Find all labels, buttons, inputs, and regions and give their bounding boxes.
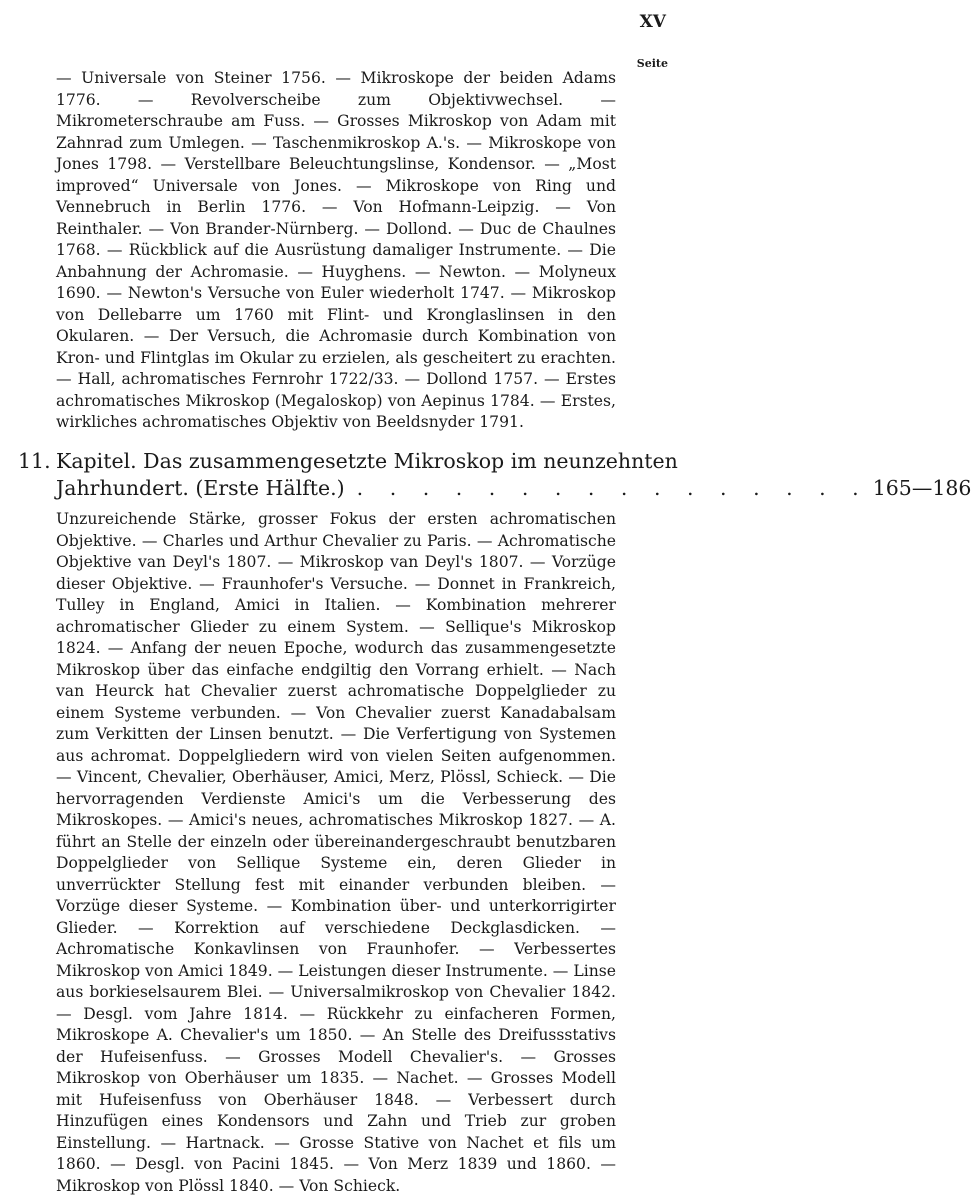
chapter-11-summary: Unzureichende Stärke, grosser Fokus der ersten achromatischen Objektive. — Charles und Arthur Chevalier zu Paris. — Achromatische Objektive van Deyl's 1807. — Mikroskop van Deyl's 1807. — Vorzüge dieser Objektive. — Fraunhofer's Versuche. — Donnet in Frankreich, Tulley in England, Amici in Italien. — Kombination mehrerer achromatischer Glieder zu einem System. — Sellique's Mikroskop 1824. — Anfang der neuen Epoche, wodurch das zusammengesetzte Mikroskop über das einfache endgiltig den Vorrang erhielt. — Nach van Heurck hat Chevalier zuerst achromatische Doppelglieder zu einem Systeme verbunden. — Von Chevalier zuerst Kanadabalsam zum Verkitten der Linsen benutzt. — Die Verfertigung von Systemen aus achromat. Doppelgliedern wird von vielen Seiten aufgenommen. — Vincent, Chevalier, Oberhäuser, Amici, Merz, Plössl, Schieck. — Die hervorragenden Verdienste Amici's um die Verbesserung des Mikroskopes. — Amici's neues, achromatisches Mikroskop 1827. — A. führt an Stelle der einzeln oder übereinandergeschraubt benutzbaren Doppelglieder von Sellique Systeme ein, deren Glieder in unverrückter Stellung fest mit einander verbunden bleiben. — Vorzüge dieser Systeme. — Kombination über- und unterkorrigirter Glieder. — Korrektion auf verschiedene Deckglasdicken. — Achromatische Konkavlinsen von Fraunhofer. — Verbessertes Mikroskop von Amici 1849. — Leistungen dieser Instrumente. — Linse aus borkieselsaurem Blei. — Universalmikroskop von Chevalier 1842. — Desgl. vom Jahre 1814. — Rückkehr zu einfacheren Formen, Mikroskope A. Chevalier's um 1850. — An Stelle des Dreifussstativs der Hufeisenfuss. — Grosses Modell Chevalier's. — Grosses Mikroskop von Oberhäuser um 1835. — Nachet. — Grosses Modell mit Hufeisenfuss von Oberhäuser 1848. — Verbessert durch Hinzufügen eines Kondensors und Zahn und Trieb zur groben Einstellung. — Hartnack. — Grosse Stative von Nachet et fils um 1860. — Desgl. von Pacini 1845. — Von Merz 1839 und 1860. — Mikroskop von Plössl 1840. — Von Schieck. bbox=[56, 510, 616, 1195]
chapter-title-line-2-row bbox=[56, 475, 971, 502]
page-number: XV bbox=[639, 12, 666, 32]
chapter-title-line-1: Kapitel. Das zusammengesetzte Mikroskop im neunzehnten bbox=[56, 449, 678, 473]
chapter-10-summary: — Universale von Steiner 1756. — Mikroskope der beiden Adams 1776. — Revolverscheibe zum Objektivwechsel. — Mikrometerschraube am Fuss. — Grosses Mikroskop von Adam mit Zahnrad zum Umlegen. — Taschenmikroskop A.'s. — Mikroskope von Jones 1798. — Verstellbare Beleuchtungslinse, Kondensor. — „Most improved“ Universale von Jones. — Mikroskope von Ring und Vennebruch in Berlin 1776. — Von Hofmann-Leipzig. — Von Reinthaler. — Von Brander-Nürnberg. — Dollond. — Duc de Chaulnes 1768. — Rückblick auf die Ausrüstung damaliger Instrumente. — Die Anbahnung der Achromasie. — Huyghens. — Newton. — Molyneux 1690. — Newton's Versuche von Euler wiederholt 1747. — Mikroskop von Dellebarre um 1760 mit Flint- und Kronglaslinsen in den Okularen. — Der Versuch, die Achromasie durch Kombination von Kron- und Flintglas im Okular zu erzielen, als gescheitert zu erachten. — Hall, achromatisches Fernrohr 1722/33. — Dollond 1757. — Erstes achromatisches Mikroskop (Megaloskop) von Aepinus 1784. — Erstes, wirkliches achromatisches Objektiv von Beeldsnyder 1791. bbox=[56, 69, 616, 431]
leader-dots: . . . . . . . . . . . . . . . . bbox=[356, 476, 869, 500]
chapter-number: 11. bbox=[18, 449, 51, 473]
chapter-title-line-2: Jahrhundert. (Erste Hälfte.) bbox=[56, 476, 345, 500]
chapter-page-range: 165—186 bbox=[872, 476, 971, 500]
seite-column-label: Seite bbox=[636, 57, 668, 70]
